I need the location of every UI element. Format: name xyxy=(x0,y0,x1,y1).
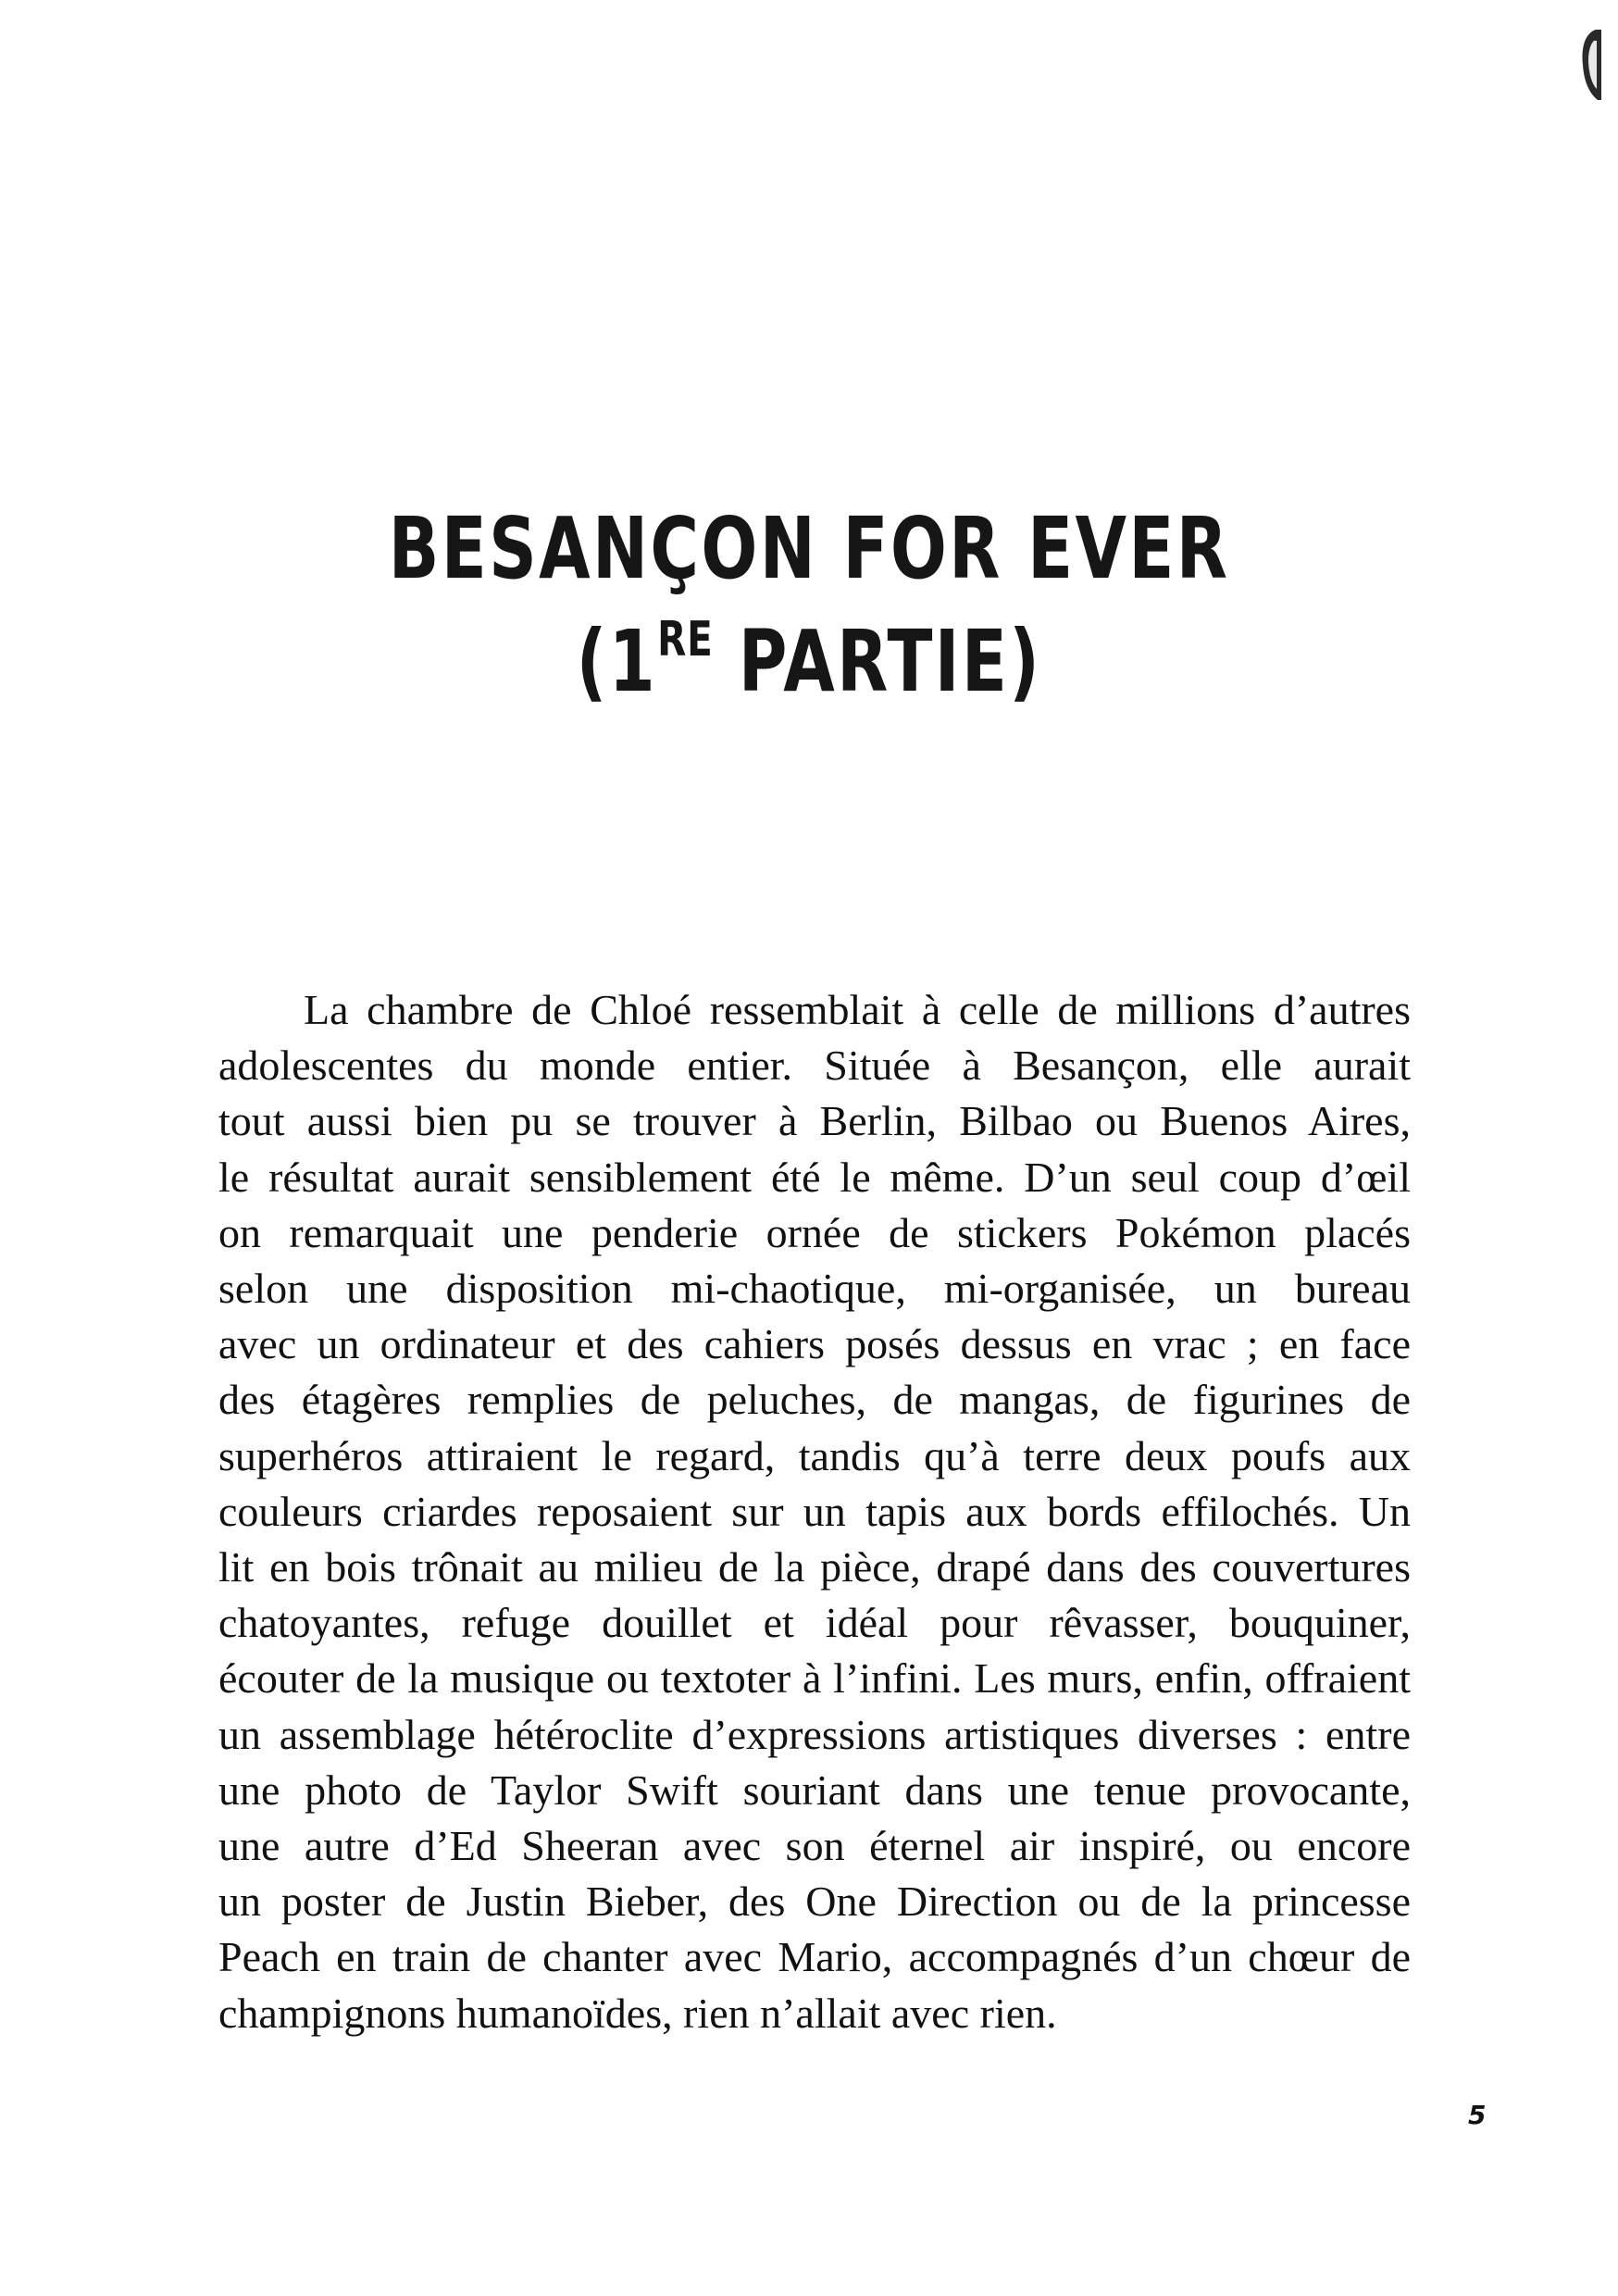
body-line: des étagères remplies de peluches, de mangas, de figurines de xyxy=(218,1376,1411,1424)
chapter-title-superscript: RE xyxy=(657,611,714,668)
body-line: adolescentes du monde entier. Située à Besançon, elle aurait xyxy=(218,1042,1411,1090)
body-line: tout aussi bien pu se trouver à Berlin, Bilbao ou Buenos Aires, xyxy=(218,1097,1411,1145)
chapter-title xyxy=(178,493,1439,718)
chapter-title-line-2 xyxy=(178,605,1439,718)
body-line: le résultat aurait sensiblement été le même. D’un seul coup d’œil xyxy=(218,1153,1411,1201)
body-line: La chambre de Chloé ressemblait à celle de millions d’autres xyxy=(304,986,1411,1033)
body-line: superhéros attiraient le regard, tandis qu’à terre deux poufs aux xyxy=(218,1431,1411,1479)
body-line: avec un ordinateur et des cahiers posés dessus en vrac ; en face xyxy=(218,1320,1411,1368)
body-line: un poster de Justin Bieber, des One Direction ou de la princesse xyxy=(218,1878,1411,1926)
body-line: une photo de Taylor Swift souriant dans une tenue provocante, xyxy=(218,1766,1411,1814)
body-line: couleurs criardes reposaient sur un tapis aux bords effilochés. Un xyxy=(218,1487,1411,1535)
body-line: on remarquait une penderie ornée de stickers Pokémon placés xyxy=(218,1208,1411,1256)
body-line: chatoyantes, refuge douillet et idéal pour rêvasser, bouquiner, xyxy=(218,1599,1411,1647)
body-line: écouter de la musique ou textoter à l’infini. Les murs, enfin, offraient xyxy=(218,1654,1411,1703)
body-line: un assemblage hétéroclite d’expressions artistiques diverses : entre xyxy=(218,1710,1411,1758)
chapter-title-suffix: PARTIE) xyxy=(713,611,1042,711)
page-edge-mark-icon xyxy=(1577,28,1601,102)
body-line: lit en bois trônait au milieu de la pièce, drapé dans des couvertures xyxy=(218,1543,1411,1591)
body-line: selon une disposition mi-chaotique, mi-organisée, un bureau xyxy=(218,1265,1411,1313)
body-line: champignons humanoïdes, rien n’allait avec rien. xyxy=(218,1989,1057,2037)
chapter-title-line-1: BESANÇON FOR EVER xyxy=(388,498,1230,598)
body-paragraph xyxy=(218,982,1411,2041)
body-line: une autre d’Ed Sheeran avec son éternel air inspiré, ou encore xyxy=(218,1822,1411,1870)
chapter-title-prefix: (1 xyxy=(576,611,658,711)
page-number: 5 xyxy=(1468,2100,1487,2130)
body-line: Peach en train de chanter avec Mario, accompagnés d’un chœur de xyxy=(218,1933,1411,1981)
